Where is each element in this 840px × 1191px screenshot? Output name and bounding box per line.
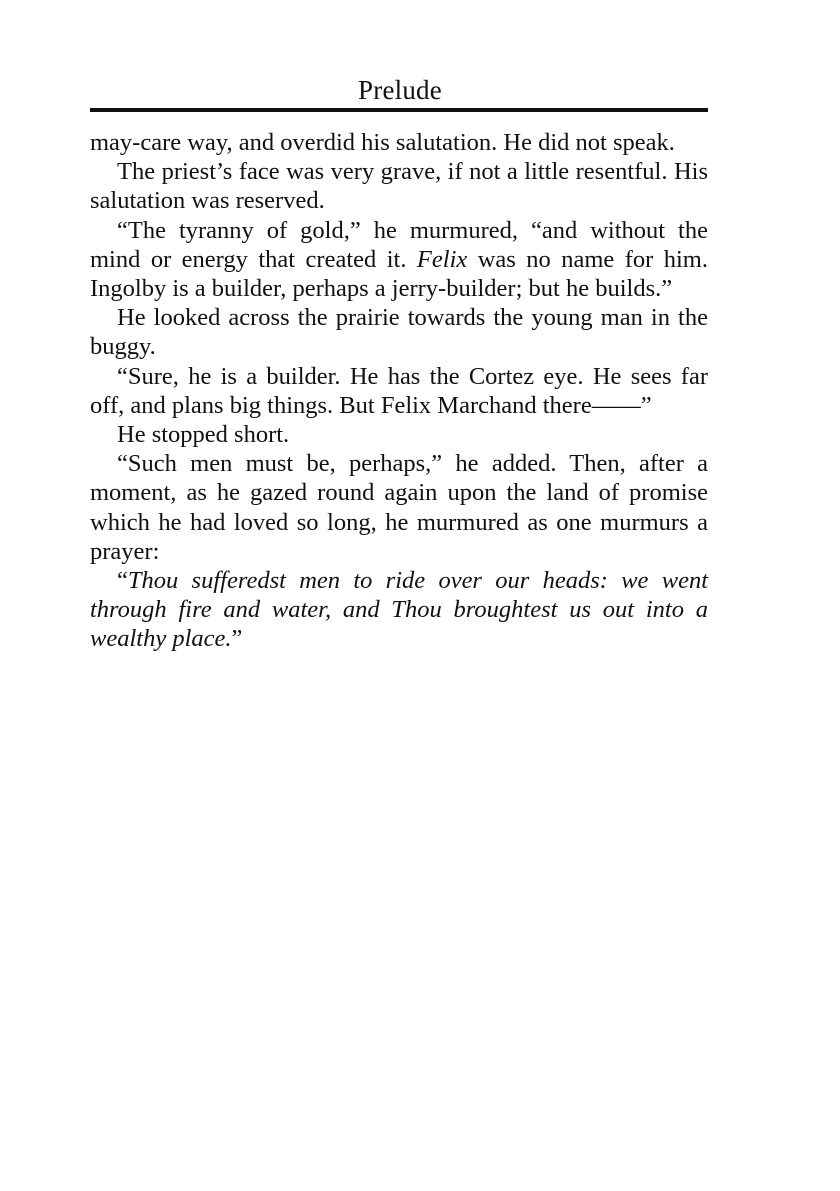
paragraph: “Such men must be, perhaps,” he added. Then, after a moment, as he gazed round again upon the land of promise which he had loved so long, he murmured as one murmurs a prayer: (90, 450, 708, 565)
body-text (90, 128, 708, 654)
paragraph-text: was no name for him. Ingolby is a builder, perhaps a jerry-builder; but he builds.” (90, 245, 708, 303)
paragraph: He looked across the prairie towards the young man in the buggy. (90, 304, 708, 361)
paragraph: The priest’s face was very grave, if not a little resentful. His salutation was reserved. (90, 158, 708, 215)
running-head: Prelude (358, 75, 442, 105)
scripture-quote (90, 566, 708, 654)
paragraph (90, 216, 708, 304)
quote-text: Thou sufferedst men to ride over our heads: we went through fire and water, and Thou broughtest us out into a wealthy place. (90, 567, 708, 653)
paragraph-text: “The tyranny of gold,” he murmured, “and without the mind or energy that created it. (90, 216, 708, 273)
header-rule (90, 108, 708, 112)
paragraph: “Sure, he is a builder. He has the Cortez eye. He sees far off, and plans big things. But Felix Marchand there——” (90, 362, 708, 419)
italic-name: Felix (416, 245, 468, 273)
quote-open: “ (117, 567, 128, 595)
quote-close: ” (231, 625, 243, 653)
paragraph-continued: may-care way, and overdid his salutation. He did not speak. (90, 129, 675, 156)
paragraph: He stopped short. (117, 421, 290, 449)
